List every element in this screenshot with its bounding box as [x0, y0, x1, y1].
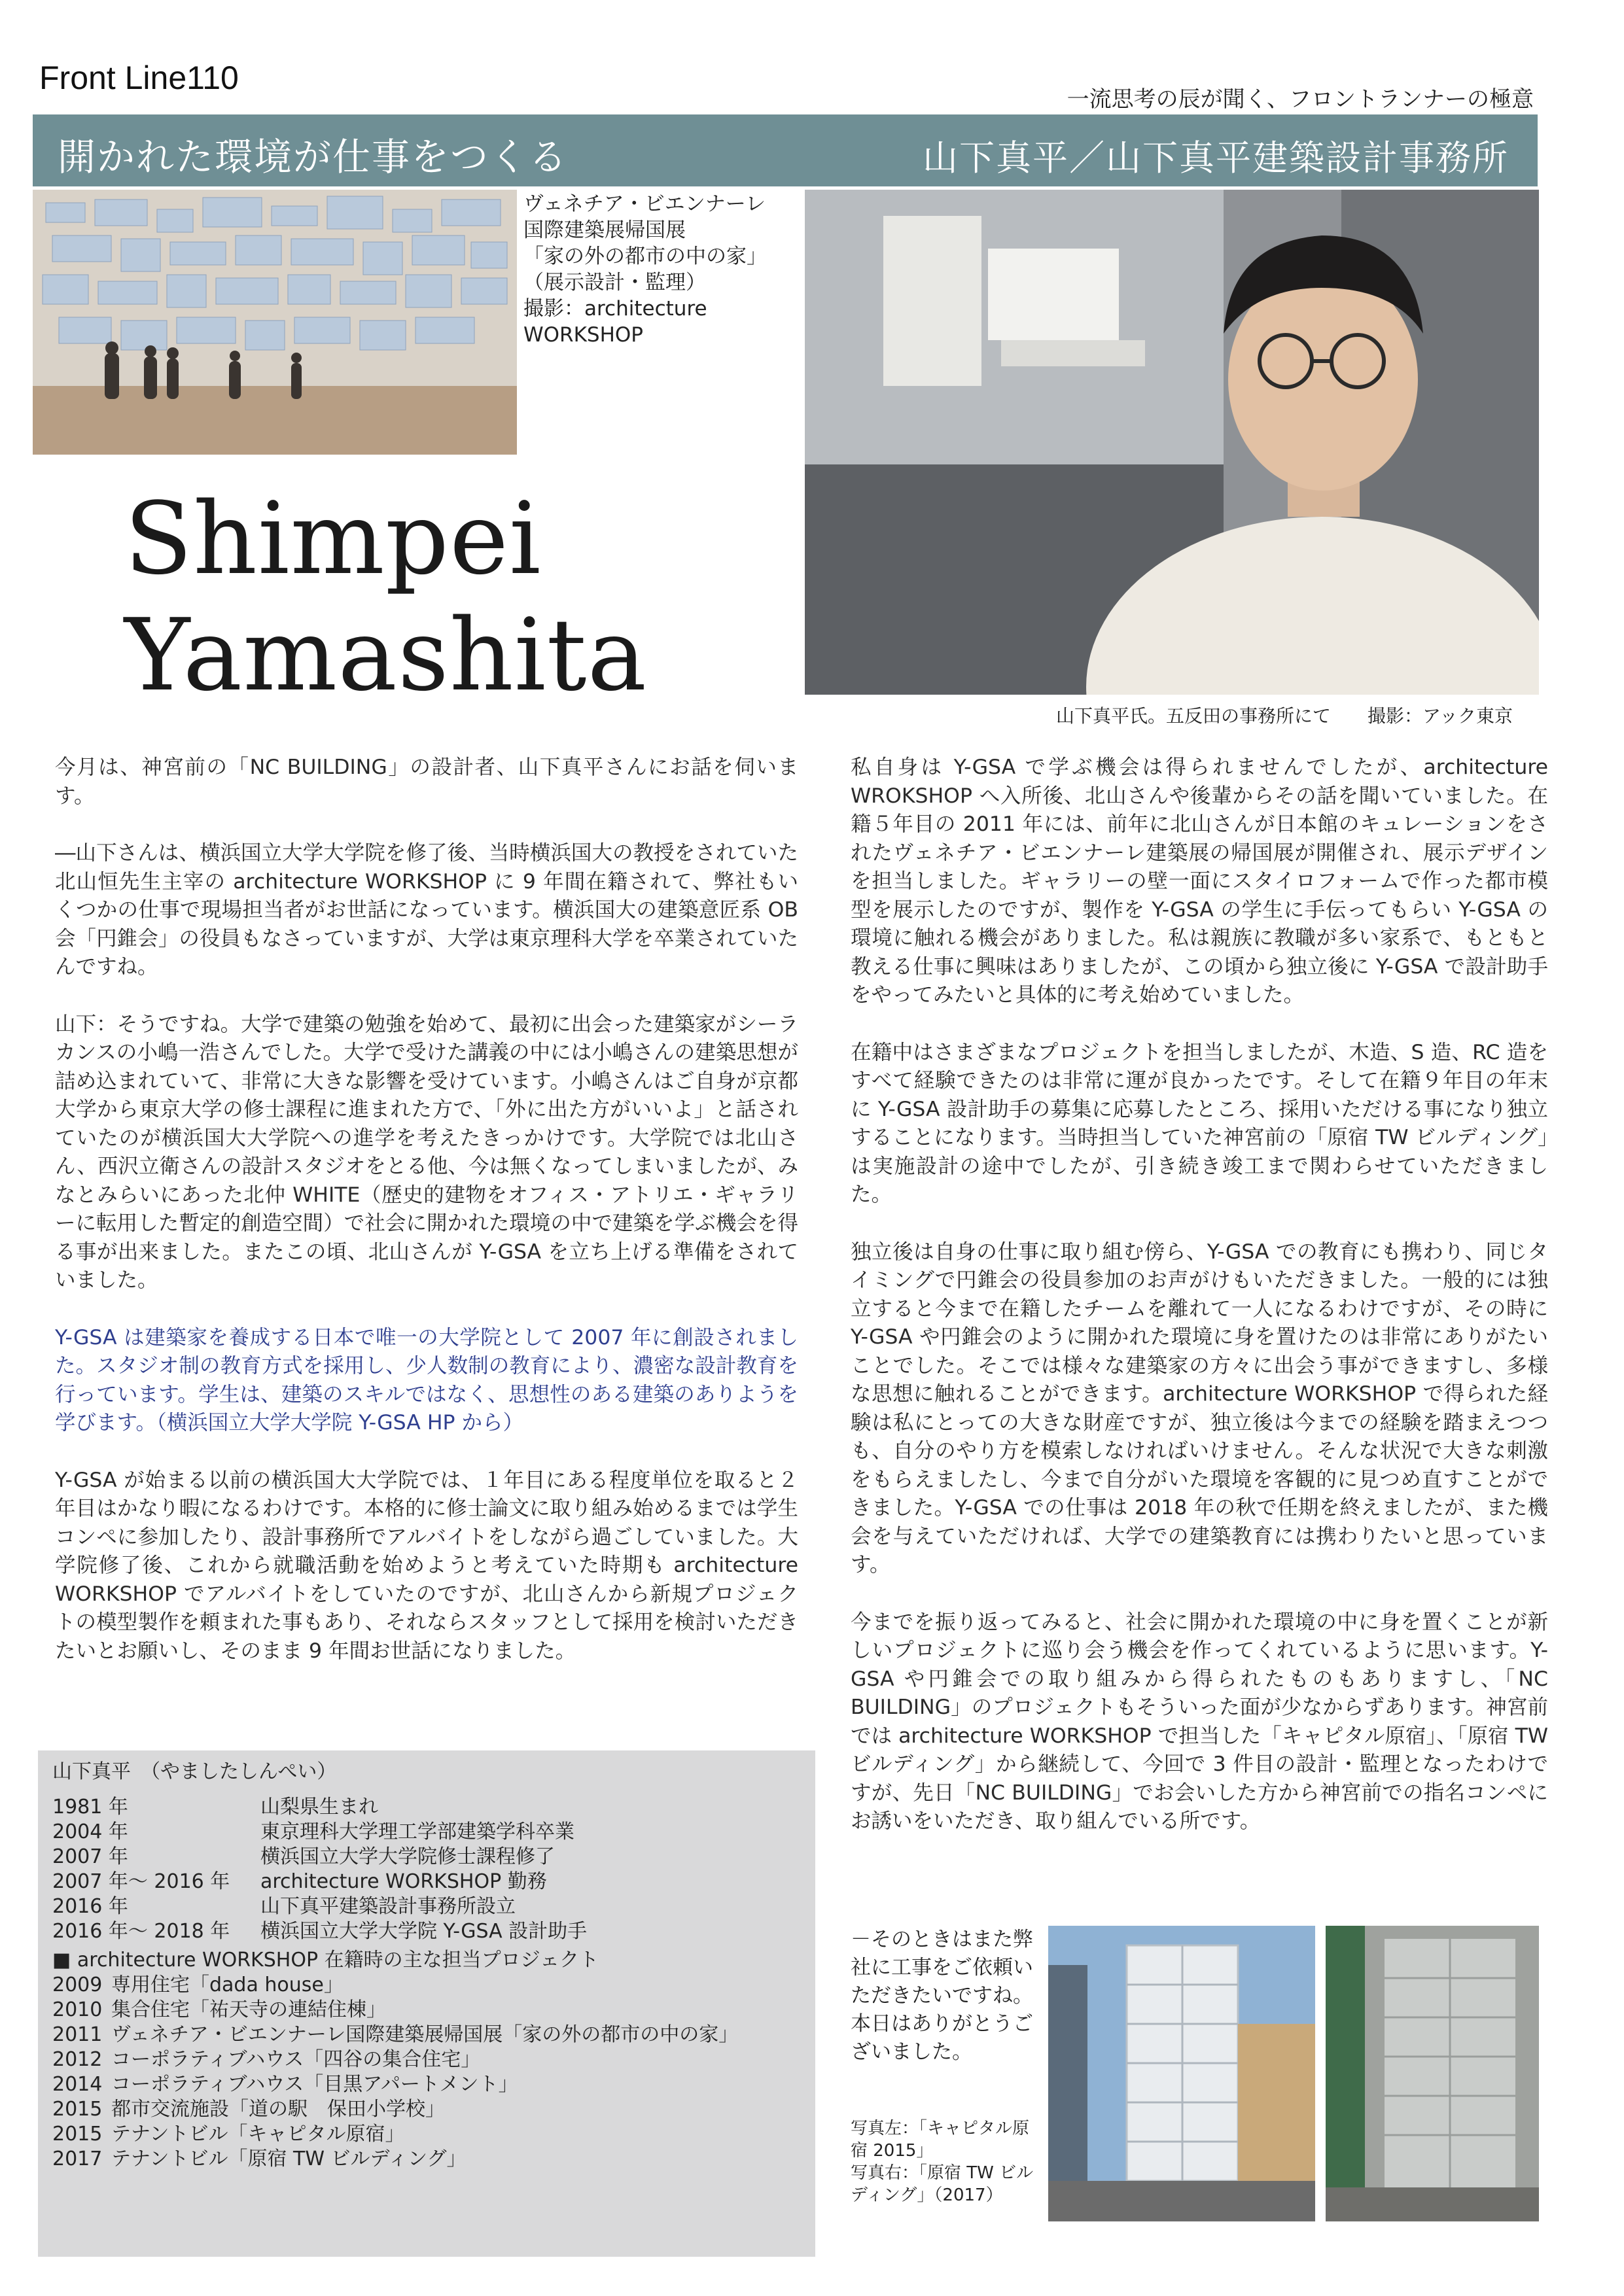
timeline-row	[52, 1919, 798, 1944]
caption-line: 「家の外の都市の中の家」	[523, 245, 767, 268]
portrait-photo-illustration	[805, 190, 1539, 695]
caption-line: WORKSHOP	[523, 323, 644, 347]
project-year: 2015	[52, 2098, 103, 2121]
caption-left-photo: 写真左：「キャピタル原宿 2015」	[851, 2119, 1030, 2161]
paragraph: 私自身は Y-GSA で学ぶ機会は得られませんでしたが、architecture WROKSHOP へ入所後、北山さんや後輩からその話を聞いていました。在籍５年目の 2011 年には、前年に北山さんが日本館のキュレーションをされたヴェネチア・ビエンナーレ建築展の帰国展が開催され、展示デザインを担当しました。ギャラリーの壁一面にスタイロフォームで作った都市模型を展示したのですが、製作を Y-GSA の学生に手伝ってもらい Y-GSA の環境に触れる機会がありました。私は親族に教職が多い家系で、もともと教える仕事に興味はありましたが、この頃から独立後に Y-GSA で設計助手をやってみたいと具体的に考え始めていました。	[851, 756, 1548, 1007]
timeline-event: 山下真平建築設計事務所設立	[260, 1895, 516, 1918]
project-title: 都市交流施設「道の駅 保田小学校」	[111, 2098, 445, 2121]
timeline-year: 2007 年～ 2016 年	[52, 1870, 230, 1893]
project-year: 2015	[52, 2123, 103, 2146]
project-title: 専用住宅「dada house」	[111, 1974, 344, 1996]
harajuku-tw-building-illustration	[1326, 1926, 1539, 2221]
project-year: 2010	[52, 1998, 103, 2021]
caption-line: ヴェネチア・ビエンナーレ	[523, 192, 766, 216]
caption-line: （展示設計・監理）	[523, 271, 706, 294]
project-row	[52, 2122, 805, 2147]
caption-line: 撮影：architecture	[523, 297, 707, 321]
project-row	[52, 2023, 805, 2047]
timeline-event: 東京理科大学理工学部建築学科卒業	[260, 1820, 574, 1843]
project-title: テナントビル「キャピタル原宿」	[111, 2123, 405, 2146]
project-row	[52, 2147, 805, 2172]
caption-line: 国際建築展帰国展	[523, 218, 686, 242]
timeline-year: 2016 年	[52, 1895, 128, 1918]
project-row	[52, 2072, 805, 2097]
harajuku-tw-building-photo	[1326, 1926, 1539, 2221]
timeline-event: architecture WORKSHOP 勤務	[260, 1870, 547, 1893]
project-title: コーポラティブハウス「四谷の集合住宅」	[111, 2048, 481, 2071]
project-title: ヴェネチア・ビエンナーレ国際建築展帰国展「家の外の都市の中の家」	[111, 2023, 739, 2046]
capital-harajuku-illustration	[1048, 1926, 1315, 2221]
paragraph: 独立後は自身の仕事に取り組む傍ら、Y-GSA での教育にも携わり、同じタイミングで円錐会の役員参加のお声がけもいただきました。一般的には独立すると今まで在籍したチームを離れて一人になるわけですが、その時に Y-GSA や円錐会のように開かれた環境に身を置けたのは非常にありがたいことでした。そこでは様々な建築家の方々に出会う事ができますし、多様な思想に触れることができます。architecture WORKSHOP で得られた経験は私にとっての大きな財産ですが、独立後は今までの経験を踏まえつつも、自分のやり方を模索しなければいけません。そんな状況で大きな刺激をもらえましたし、今まで自分がいた環境を客観的に見つめ直すことができました。Y-GSA での仕事は 2018 年の秋で任期を終えましたが、また機会を与えていただければ、大学での建築教育には携わりたいと思っています。	[851, 1240, 1548, 1576]
project-title: 集合住宅「祐天寺の連結住棟」	[111, 1998, 386, 2021]
paragraph: 今月は、神宮前の「NC BUILDING」の設計者、山下真平さんにお話を伺います。	[55, 756, 798, 808]
quote-paragraph: Y-GSA は建築家を養成する日本で唯一の大学院として 2007 年に創設されました。スタジオ制の教育方式を採用し、少人数制の教育により、濃密な設計教育を行っています。学生は、建築のスキルではなく、思想性のある建築のありようを学びます。（横浜国立大学大学院 Y-GSA HP から）	[55, 1325, 798, 1435]
timeline-row	[52, 1870, 798, 1894]
series-label: Front Line110	[39, 60, 239, 96]
project-row	[52, 2097, 805, 2122]
portrait-caption-text: 山下真平氏。五反田の事務所にて	[1056, 705, 1332, 727]
timeline-event: 横浜国立大学大学院修士課程修了	[260, 1845, 555, 1868]
building-photos-caption	[851, 2117, 1042, 2206]
title-banner	[33, 114, 1538, 186]
timeline-year: 1981 年	[52, 1796, 128, 1818]
capital-harajuku-photo	[1048, 1926, 1315, 2221]
timeline-row	[52, 1845, 798, 1870]
timeline-row	[52, 1820, 798, 1845]
article-title: 開かれた環境が仕事をつくる	[58, 135, 569, 179]
caption-right-photo: 写真右：「原宿 TW ビルディング」（2017）	[851, 2163, 1034, 2205]
project-year: 2009	[52, 1974, 103, 1996]
project-year: 2014	[52, 2073, 103, 2096]
project-year: 2012	[52, 2048, 103, 2071]
paragraph: 山下：そうですね。大学で建築の勉強を始めて、最初に出会った建築家がシーラカンスの小嶋一浩さんでした。大学で受けた講義の中には小嶋さんの建築思想が詰め込まれていて、非常に大きな影響を受けています。小嶋さんはご自身が京都大学から東京大学の修士課程に進まれた方で、「外に出た方がいいよ」と話されていたのが横浜国大大学院への進学を考えたきっかけです。大学院では北山さん、西沢立衛さんの設計スタジオをとる他、今は無くなってしまいましたが、みなとみらいにあった北仲 WHITE（歴史的建物をオフィス・アトリエ・ギャラリーに転用した暫定的創造空間）で社会に開かれた環境の中で建築を学ぶ機会を得る事が出来ました。またこの頃、北山さんが Y-GSA を立ち上げる準備をされていました。	[55, 1012, 798, 1292]
right-text-column	[851, 754, 1548, 1865]
project-year: 2017	[52, 2148, 103, 2170]
timeline-year: 2016 年～ 2018 年	[52, 1920, 230, 1943]
name-last: Yamashita	[124, 597, 648, 713]
series-tagline: 一流思考の辰が聞く、フロントランナーの極意	[1067, 86, 1534, 113]
paragraph: 在籍中はさまざまなプロジェクトを担当しましたが、木造、S 造、RC 造をすべて経験できたのは非常に運が良かったです。そして在籍９年目の年末に Y-GSA 設計助手の募集に応募したところ、採用いただける事になり独立することになります。当時担当していた神宮前の「原宿 TW ビルディング」は実施設計の途中でしたが、引き続き竣工まで関わらせていただきました。	[851, 1040, 1548, 1206]
timeline-row	[52, 1894, 798, 1919]
project-row	[52, 1998, 805, 2023]
portrait-photo-caption	[1056, 702, 1513, 728]
profile-box	[38, 1750, 815, 2257]
profile-timeline	[52, 1795, 798, 1944]
paragraph: 今までを振り返ってみると、社会に開かれた環境の中に身を置くことが新しいプロジェクトに巡り会う機会を作ってくれているように思います。Y-GSA や円錐会での取り組みから得られたものもありますし、「NC BUILDING」のプロジェクトもそういった面が少なからずあります。神宮前では architecture WORKSHOP で担当した「キャピタル原宿」、「原宿 TW ビルディング」から継続して、今回で 3 件目の設計・監理となったわけですが、先日「NC BUILDING」でお会いした方から神宮前での指名コンペにお誘いをいただき、取り組んでいる所です。	[851, 1610, 1548, 1833]
exhibition-photo-caption	[523, 191, 798, 348]
projects-heading: ■ architecture WORKSHOP 在籍時の主な担当プロジェクト	[52, 1949, 599, 1972]
projects-list	[52, 1973, 805, 2172]
timeline-event: 山梨県生まれ	[260, 1796, 378, 1818]
paragraph: ―山下さんは、横浜国立大学大学院を修了後、当時横浜国大の教授をされていた北山恒先生主宰の architecture WORKSHOP に 9 年間在籍されて、弊社もいくつかの仕事で現場担当者がお世話になっています。横浜国大の建築意匠系 OB 会「円錐会」の役員もなさっていますが、大学は東京理科大学を卒業されていたんですね。	[55, 841, 798, 979]
article-subtitle: 山下真平／山下真平建築設計事務所	[923, 137, 1509, 179]
project-row	[52, 2047, 805, 2072]
project-title: コーポラティブハウス「目黒アパートメント」	[111, 2073, 518, 2096]
portrait-caption-credit: 撮影：アック東京	[1368, 705, 1513, 727]
name-first: Shimpei	[124, 481, 542, 597]
closing-remark: －そのときはまた弊社に工事をご依頼いただきたいですね。本日はありがとうございました。	[851, 1928, 1033, 2064]
portrait-photo	[805, 190, 1539, 695]
timeline-event: 横浜国立大学大学院 Y-GSA 設計助手	[260, 1920, 588, 1943]
project-row	[52, 1973, 805, 1998]
exhibition-photo-illustration	[33, 190, 517, 455]
left-text-column	[55, 754, 798, 1694]
project-year: 2011	[52, 2023, 103, 2046]
timeline-year: 2004 年	[52, 1820, 128, 1843]
exhibition-photo	[33, 190, 517, 455]
timeline-year: 2007 年	[52, 1845, 128, 1868]
timeline-row	[52, 1795, 798, 1820]
profile-name: 山下真平 （やましたしんぺい）	[52, 1760, 337, 1783]
paragraph: Y-GSA が始まる以前の横浜国大大学院では、１年目にある程度単位を取ると２年目はかなり暇になるわけです。本格的に修士論文に取り組み始めるまでは学生コンペに参加したり、設計事務所でアルバイトをしながら過ごしていました。大学院修了後、これから就職活動を始めようと考えていた時期も architecture WORKSHOP でアルバイトをしていたのですが、北山さんから新規プロジェクトの模型製作を頼まれた事もあり、それならスタッフとして採用を検討いただきたいとお願いし、そのまま 9 年間お世話になりました。	[55, 1468, 798, 1663]
project-title: テナントビル「原宿 TW ビルディング」	[111, 2148, 467, 2170]
interviewee-name	[124, 481, 647, 714]
